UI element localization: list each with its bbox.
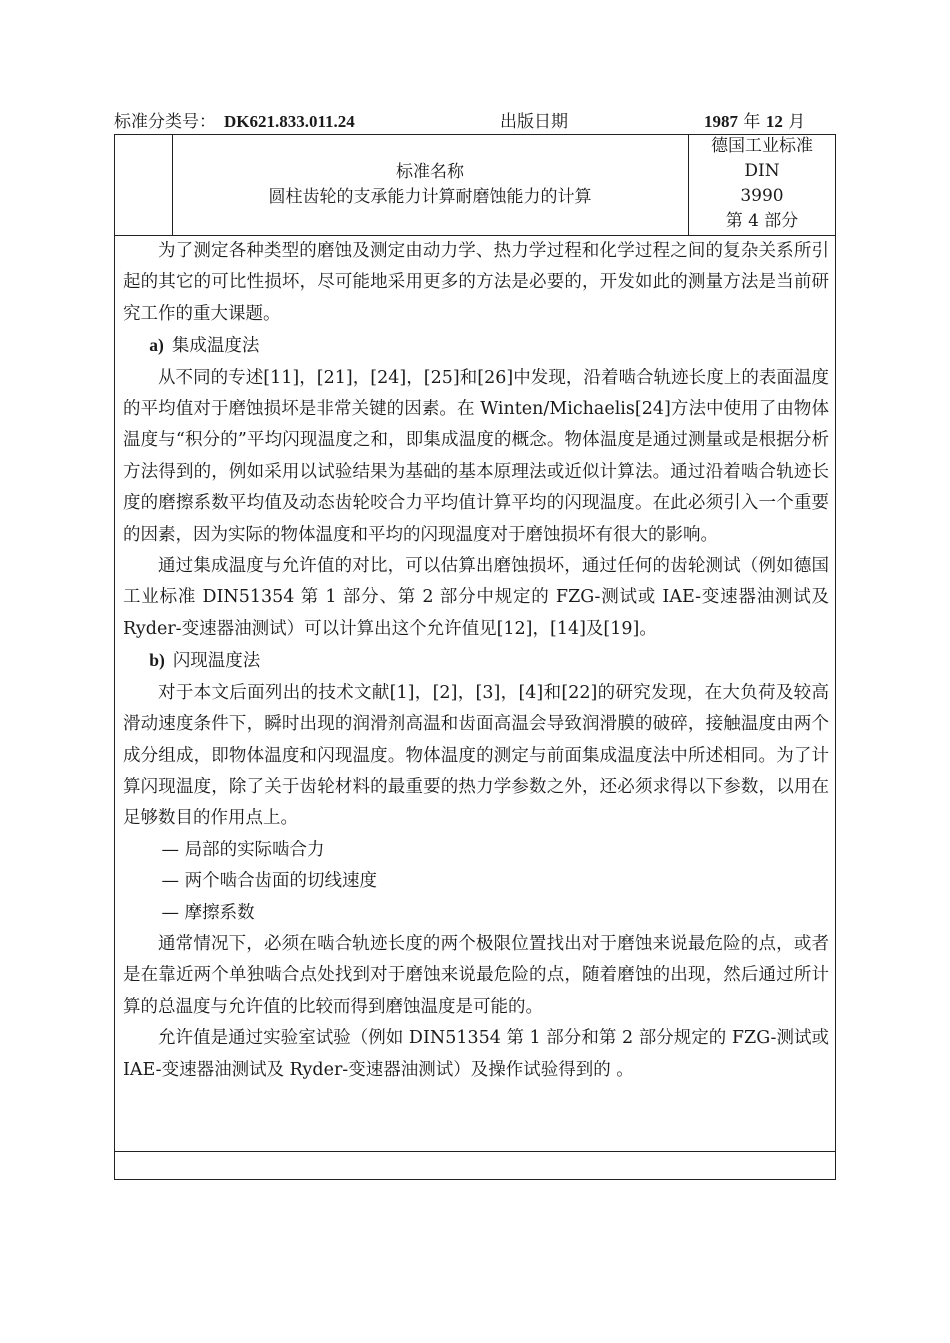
- publish-month: 12: [765, 112, 783, 131]
- footer-top-rule: [115, 1151, 835, 1152]
- standard-number: 3990: [740, 186, 784, 206]
- section-a-title: 集成温度法: [171, 336, 260, 357]
- list-item: — 局部的实际啮合力: [161, 839, 325, 860]
- paragraph-integral-temperature: 从不同的专述[11]，[21]，[24]，[25]和[26]中发现，沿着啮合轨迹长度上的表面温度的平均值对于磨蚀损坏是非常关键的因素。在 Winten/Michaelis[24]方法中使用了由物体温度与“积分的”平均闪现温度之和，即集成温度的概念。物体温度是通过测量或是根据分析方法得到的，例如采用以试验结果为基础的基本原理法或近似计算法。通过沿着啮合轨迹长度的磨擦系数平均值及动态齿轮咬合力平均值计算平均的闪现温度。在此必须引入一个重要的因素，因为实际的物体温度和平均的闪现温度对于磨蚀损坏有很大的影响。: [123, 367, 829, 545]
- paragraph-allowable-value: 通过集成温度与允许值的对比，可以估算出磨蚀损坏，通过任何的齿轮测试（例如德国工业标准 DIN51354 第 1 部分、第 2 部分中规定的 FZG-测试或 IAE-变速器油测试及 Ryder-变速器油测试）可以计算出这个允许值见[12]，[14]及[19]。: [123, 556, 829, 639]
- paragraph-intro: 为了测定各种类型的磨蚀及测定由动力学、热力学过程和化学过程之间的复杂关系所引起的其它的可比性损坏，尽可能地采用更多的方法是必要的，开发如此的测量方法是当前研究工作的重大课题。: [123, 241, 829, 324]
- paragraph-flash-temperature: 对于本文后面列出的技术文献[1]，[2]，[3]，[4]和[22]的研究发现，在大负荷及较高滑动速度条件下，瞬时出现的润滑剂高温和齿面高温会导致润滑膜的破碎，接触温度由两个成分组成，即物体温度和闪现温度。物体温度的测定与前面集成温度法中所述相同。为了计算闪现温度，除了关于齿轮材料的最重要的热力学参数之外，还必须求得以下参数，以用在足够数目的作用点上。: [123, 682, 829, 829]
- section-b-heading: [123, 645, 829, 677]
- year-char: 年: [743, 112, 761, 132]
- section-a-letter: a): [149, 335, 164, 356]
- list-item: — 两个啮合齿面的切线速度: [161, 871, 378, 892]
- publish-date: [704, 108, 805, 136]
- classification-label: 标准分类号：: [114, 112, 216, 132]
- standard-name-label: 标准名称: [396, 161, 464, 182]
- section-b-title: 闪现温度法: [172, 651, 261, 672]
- document-header: [114, 108, 836, 136]
- section-a-heading: [123, 330, 829, 362]
- standard-org: 德国工业标准: [711, 136, 813, 156]
- standard-part: 第 4 部分: [725, 211, 799, 231]
- list-item: — 摩擦系数: [161, 902, 255, 923]
- classification-code: DK621.833.011.24: [224, 112, 355, 131]
- publish-date-label: 出版日期: [500, 112, 568, 132]
- section-b-letter: b): [149, 650, 165, 671]
- title-cell: [172, 134, 688, 235]
- paragraph-critical-point: 通常情况下，必须在啮合轨迹长度的两个极限位置找出对于磨蚀来说最危险的点，或者是在靠近两个单独啮合点处找到对于磨蚀来说最危险的点，随着磨蚀的出现，然后通过所计算的总温度与允许值的比较而得到磨蚀温度是可能的。: [123, 933, 829, 1017]
- standard-id-cell: [688, 134, 836, 235]
- standard-name: 圆柱齿轮的支承能力计算耐磨蚀能力的计算: [268, 186, 592, 207]
- standard-code: DIN: [744, 161, 780, 181]
- month-char: 月: [788, 112, 806, 132]
- document-body: [123, 236, 829, 1086]
- paragraph-test-method: 允许值是通过实验室试验（例如 DIN51354 第 1 部分和第 2 部分规定的 FZG-测试或 IAE-变速器油测试及 Ryder-变速器油测试）及操作试验得到的 。: [123, 1028, 829, 1080]
- publish-year: 1987: [704, 112, 738, 131]
